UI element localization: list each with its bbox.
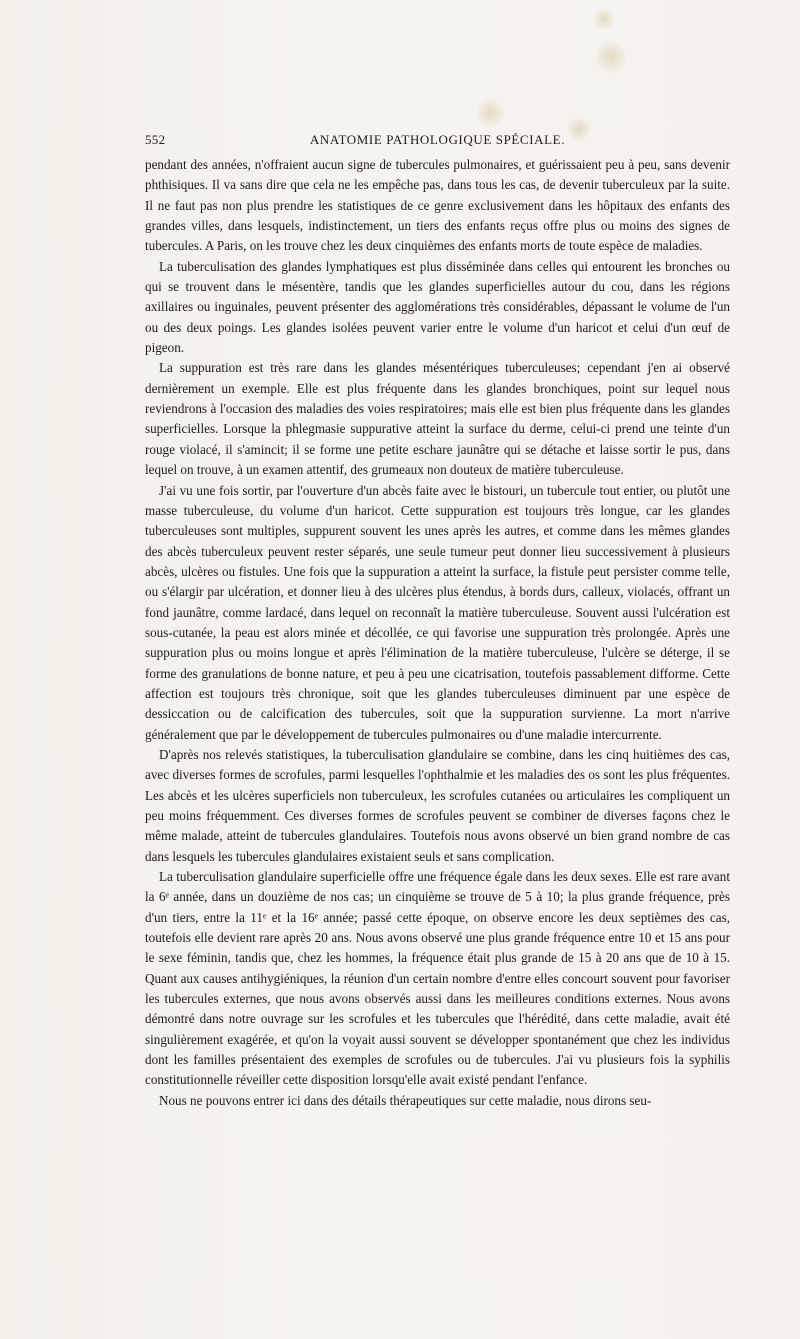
paper-stain — [594, 8, 614, 30]
paragraph: La tuberculisation glandulaire superficielle offre une fréquence égale dans les deux sexes. Elle est rare avant la 6ᵉ année, dans un douzième de nos cas; un cinquième se trouve de 5 à 10; la plus grande fréquence, près d'un tiers, entre la 11ᵉ et la 16ᵉ année; passé cette époque, on observe encore les deux septièmes des cas, toutefois elle devient rare après 20 ans. Nous avons observé une plus grande fréquence entre 10 et 15 ans pour le sexe féminin, tandis que, chez les hommes, la fréquence était plus grande de 15 à 20 ans que de 10 à 15. Quant aux causes antihygiéniques, la réunion d'un certain nombre d'entre elles concourt souvent pour favoriser les tubercules externes, que nous avons observés aussi dans les meilleures conditions externes. Nous avons démontré dans notre ouvrage sur les scrofules et les tubercules que l'hérédité, dans cette maladie, avait été singulièrement exagérée, et qu'on la voyait aussi souvent se développer spontanément que chez les individus dont les familles présentaient des exemples de scrofules ou de tubercules. J'ai vu plusieurs fois la syphilis constitutionnelle réveiller cette disposition lorsqu'elle avait existé pendant l'enfance. — [145, 869, 730, 1088]
page-header — [145, 132, 730, 150]
paragraph: Nous ne pouvons entrer ici dans des détails thérapeutiques sur cette maladie, nous dirons seu- — [159, 1092, 652, 1108]
paragraph: J'ai vu une fois sortir, par l'ouverture d'un abcès faite avec le bistouri, un tubercule tout entier, ou plutôt une masse tuberculeuse, du volume d'un haricot. Cette suppuration est toujours très longue, car les glandes tuberculeuses sont multiples, suppurent souvent les unes après les autres, et comme dans les mêmes glandes des abcès tuberculeux peuvent rester séparés, une seule tumeur peut donner lieu successivement à plusieurs abcès, ulcères ou fistules. Une fois que la suppuration a atteint la surface, la fistule peut persister comme telle, ou s'élargir par ulcération, et donner lieu à des ulcères plus étendus, à bords durs, calleux, violacés, offrant un fond jaunâtre, comme lardacé, dans lequel on reconnaît la matière tuberculeuse. Souvent aussi l'ulcération est sous-cutanée, la peau est alors minée et décollée, ce qui favorise une suppuration très prolongée. Après une suppuration plus ou moins longue et après l'élimination de la matière tuberculeuse, l'ulcère se déterge, il se forme des granulations de bonne nature, et peu à peu une cicatrisation, toutefois passablement difforme. Cette affection est toujours très chronique, soit que les glandes tuberculeuses diminuent par une espèce de dessiccation ou de calcification des tubercules, soit que la suppuration survienne. La mort n'arrive généralement que par le développement de tubercules pulmonaires ou d'une maladie intercurrente. — [145, 482, 730, 742]
running-title: ANATOMIE PATHOLOGIQUE SPÉCIALE. — [309, 132, 566, 147]
paragraph: La tuberculisation des glandes lymphatiques est plus disséminée dans celles qui entourent les bronches ou qui se trouvent dans le mésentère, tandis que les glandes superficielles autour du cou, dans les régions axillaires ou inguinales, peuvent présenter des agglomérations très considérables, dépassant le volume de l'un ou des deux poings. Les glandes isolées peuvent varier entre le volume d'un haricot et celui d'un œuf de pigeon. — [145, 258, 730, 356]
paragraph: D'après nos relevés statistiques, la tuberculisation glandulaire se combine, dans les cinq huitièmes des cas, avec diverses formes de scrofules, parmi lesquelles l'ophthalmie et les maladies des os sont les plus fréquentes. Les abcès et les ulcères superficiels non tuberculeux, les scrofules cutanées ou articulaires les compliquent un peu moins fréquemment. Ces diverses formes de scrofules peuvent se combiner de diverses façons chez le même malade, atteint de tubercules glandulaires. Toutefois nous avons observé un bien grand nombre de cas dans lesquels les tubercules glandulaires existaient seuls et sans complication. — [145, 746, 730, 864]
paper-stain — [476, 98, 504, 128]
page-number: 552 — [145, 132, 166, 147]
body-text — [145, 155, 730, 1111]
paper-stain — [596, 40, 626, 74]
paragraph: pendant des années, n'offraient aucun signe de tubercules pulmonaires, et guérissaient peu à peu, sans devenir phthisiques. Il va sans dire que cela ne les empêche pas, dans tous les cas, de devenir tuberculeux par la suite. Il ne faut pas non plus prendre les statistiques de ce genre exclusivement dans les hôpitaux des enfants des grandes villes, dans lesquels, indistinctement, un tiers des enfants reçus offre plus ou moins des signes de tubercules. A Paris, on les trouve chez les deux cinquièmes des enfants morts de toute espèce de maladies. — [145, 157, 730, 254]
paragraph: La suppuration est très rare dans les glandes mésentériques tuberculeuses; cependant j'en ai observé dernièrement un exemple. Elle est plus fréquente dans les glandes bronchiques, point sur lequel nous reviendrons à l'occasion des maladies des voies respiratoires; mais elle est bien plus fréquente dans les glandes superficielles. Lorsque la phlegmasie suppurative atteint la surface du derme, celui-ci prend une teinte d'un rouge violacé, il s'amincit; il se forme une petite eschare jaunâtre qui se détache et laisse sortir le pus, dans lequel on trouve, à un examen attentif, des grumeaux non douteux de matière tuberculeuse. — [145, 360, 730, 478]
